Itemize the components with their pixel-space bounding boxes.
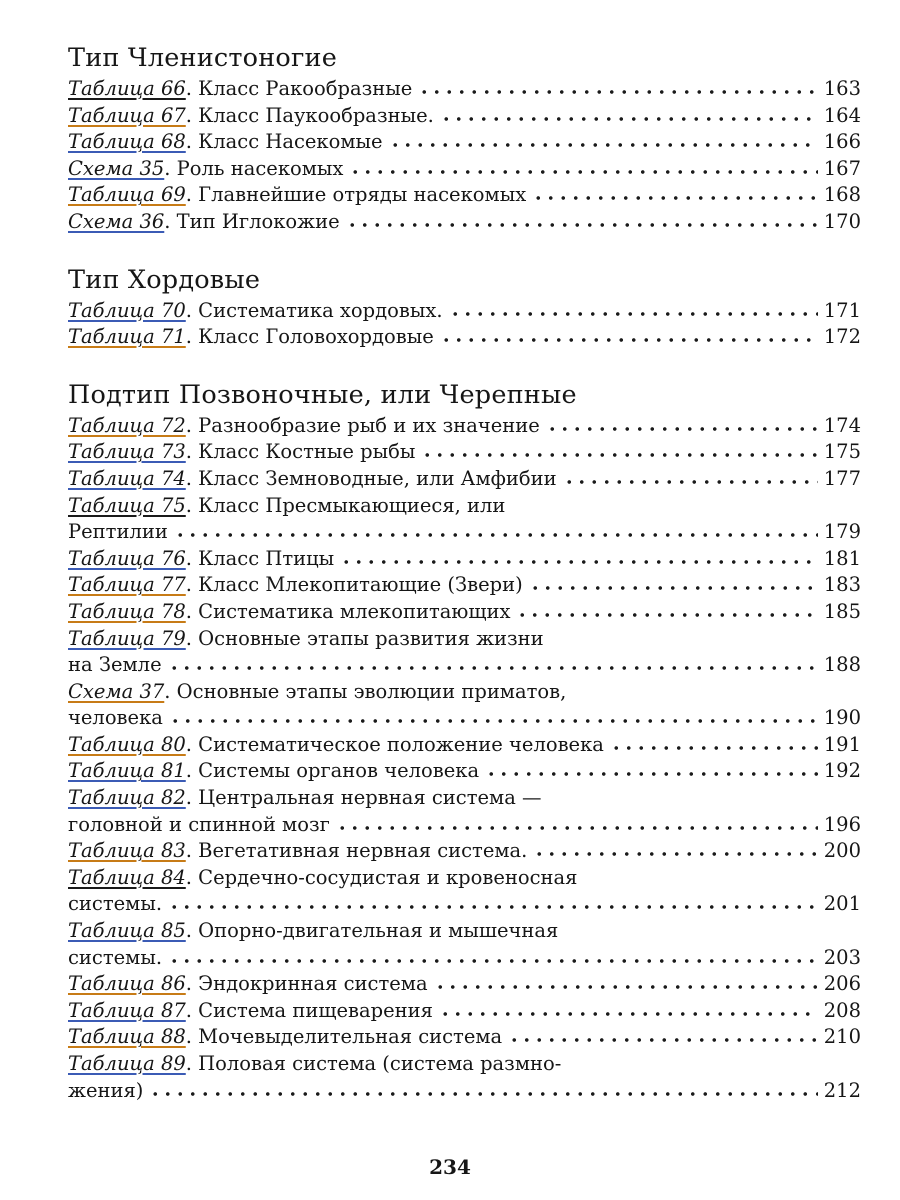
entry-page-number: 203	[823, 945, 861, 969]
toc-entry-line	[68, 76, 861, 103]
entry-separator: .	[185, 1052, 192, 1075]
toc-entry[interactable]	[68, 599, 861, 626]
toc-entry-line	[68, 413, 861, 440]
toc-entry-line	[68, 519, 861, 546]
entry-title: Класс Земноводные, или Амфибии	[198, 466, 557, 490]
entry-reference[interactable]: Таблица 69	[68, 183, 186, 207]
entry-title: Тип Иглокожие	[176, 209, 340, 233]
dot-leader	[546, 426, 818, 432]
dot-leader	[340, 559, 818, 565]
entry-title: Системы органов человека	[198, 759, 480, 783]
entry-page-number: 164	[823, 103, 861, 127]
entry-separator: .	[185, 919, 192, 943]
entry-page-number: 177	[823, 466, 861, 490]
entry-separator: .	[185, 599, 192, 623]
toc-entry[interactable]	[68, 1024, 861, 1051]
entry-separator: .	[185, 103, 192, 127]
entry-page-number: 172	[823, 325, 861, 349]
entry-separator: .	[185, 759, 192, 783]
toc-entry-line	[68, 129, 861, 156]
entry-reference[interactable]: Таблица 89	[68, 1052, 186, 1075]
toc-entry-line	[68, 546, 861, 573]
entry-page-number: 185	[823, 599, 861, 623]
entry-page-number: 212	[823, 1078, 861, 1102]
entry-separator: .	[185, 493, 192, 517]
dot-leader	[168, 958, 818, 964]
toc-entry[interactable]	[68, 732, 861, 759]
entry-title: Систематика млекопитающих	[198, 599, 511, 623]
toc-entry-line	[68, 918, 861, 945]
entry-separator: .	[185, 325, 192, 349]
dot-leader	[508, 1037, 818, 1043]
entry-title: Эндокринная система	[198, 972, 428, 996]
entry-reference[interactable]: Таблица 84	[68, 865, 186, 889]
toc-entry-line	[68, 103, 861, 130]
entry-title: Вегетативная нервная система.	[198, 839, 528, 863]
toc-entry-line	[68, 758, 861, 785]
dot-leader	[149, 1091, 817, 1097]
page-number: 234	[429, 1155, 471, 1179]
entry-page-number: 179	[823, 520, 861, 544]
toc-entry[interactable]	[68, 413, 861, 440]
entry-title: Центральная нервная система —	[198, 786, 542, 810]
toc-entry-line	[68, 812, 861, 839]
entry-page-number: 190	[823, 706, 861, 730]
entry-reference[interactable]: Схема 36	[68, 209, 165, 233]
toc-entry-line	[68, 324, 861, 351]
entry-separator: .	[185, 786, 192, 810]
entry-title: Систематика хордовых.	[198, 298, 443, 322]
entry-page-number: 167	[823, 156, 861, 180]
entry-title: Основные этапы эволюции приматов,	[176, 679, 567, 703]
toc-entry-line	[68, 705, 861, 732]
entry-page-number: 188	[823, 653, 861, 677]
entry-title-continuation: системы.	[68, 945, 163, 969]
toc-entry[interactable]	[68, 76, 861, 103]
entry-title-continuation: Рептилии	[68, 520, 168, 544]
dot-leader	[346, 222, 818, 228]
entry-reference[interactable]: Таблица 88	[68, 1025, 186, 1049]
entry-page-number: 175	[823, 440, 861, 464]
toc-entry[interactable]	[68, 493, 861, 546]
entry-separator: .	[185, 440, 192, 464]
entry-title: Опорно-двигательная и мышечная	[198, 919, 559, 943]
toc-entry[interactable]	[68, 156, 861, 183]
entry-reference[interactable]: Таблица 70	[68, 298, 186, 322]
dot-leader	[434, 984, 818, 990]
entry-separator: .	[185, 732, 192, 756]
entry-reference[interactable]: Таблица 83	[68, 839, 186, 863]
entry-title-continuation: головной и спинной мозг	[68, 812, 330, 836]
entry-title-continuation: на Земле	[68, 653, 162, 677]
entry-separator: .	[185, 839, 192, 863]
entry-separator: .	[185, 413, 192, 437]
entry-separator: .	[185, 130, 192, 154]
toc-entry[interactable]	[68, 918, 861, 971]
entry-separator: .	[185, 865, 192, 889]
entry-title: Класс Пресмыкающиеся, или	[198, 493, 506, 517]
toc-entry[interactable]	[68, 572, 861, 599]
entry-reference[interactable]: Таблица 77	[68, 573, 186, 597]
entry-title: Половая система (система размно-	[198, 1052, 562, 1075]
entry-separator: .	[185, 998, 192, 1022]
toc-section	[68, 377, 861, 1104]
entry-separator: .	[185, 626, 192, 650]
entry-separator: .	[185, 183, 192, 207]
entry-page-number: 171	[823, 298, 861, 322]
toc-entry-line	[68, 209, 861, 236]
entry-separator: .	[164, 209, 171, 233]
entry-title: Система пищеварения	[198, 998, 433, 1022]
entry-title: Класс Костные рыбы	[198, 440, 416, 464]
entry-reference[interactable]: Таблица 79	[68, 626, 186, 650]
dot-leader	[440, 337, 818, 343]
toc-entry[interactable]	[68, 971, 861, 998]
dot-leader	[516, 612, 817, 618]
entry-reference[interactable]: Таблица 81	[68, 759, 186, 783]
dot-leader	[168, 665, 818, 671]
entry-page-number: 170	[823, 209, 861, 233]
entry-reference[interactable]: Таблица 80	[68, 732, 186, 756]
toc-entry-line	[68, 156, 861, 183]
toc-entry-line	[68, 838, 861, 865]
toc-entry[interactable]	[68, 865, 861, 918]
entry-page-number: 174	[823, 413, 861, 437]
toc-section	[68, 40, 861, 236]
entry-title: Основные этапы развития жизни	[198, 626, 544, 650]
toc-entry[interactable]	[68, 298, 861, 325]
toc-entry[interactable]	[68, 998, 861, 1025]
section-title: Тип Членистоногие	[68, 43, 338, 73]
entry-title: Класс Млекопитающие (Звери)	[198, 573, 523, 597]
toc-entry-line	[68, 599, 861, 626]
toc-entry[interactable]	[68, 838, 861, 865]
entry-page-number: 168	[823, 183, 861, 207]
entry-reference[interactable]: Таблица 72	[68, 413, 186, 437]
entry-reference[interactable]: Таблица 82	[68, 786, 186, 810]
toc-entry[interactable]	[68, 209, 861, 236]
entry-title-continuation: человека	[68, 706, 163, 730]
toc-entry-line	[68, 652, 861, 679]
toc-entry-line	[68, 732, 861, 759]
section-title: Тип Хордовые	[68, 264, 261, 295]
toc-entry-line	[68, 865, 861, 892]
toc-entry-line	[68, 971, 861, 998]
entry-reference[interactable]: Таблица 75	[68, 493, 186, 517]
entry-reference[interactable]: Таблица 66	[68, 77, 186, 100]
entry-separator: .	[185, 298, 192, 322]
entry-page-number: 196	[823, 812, 861, 836]
entry-separator: .	[185, 1025, 192, 1049]
entry-separator: .	[185, 466, 192, 490]
entry-page-number: 181	[823, 546, 861, 570]
table-of-contents	[68, 40, 861, 1104]
entry-page-number: 210	[823, 1025, 861, 1049]
toc-entry-line	[68, 945, 861, 972]
toc-entry-line	[68, 626, 861, 653]
toc-entry-line	[68, 998, 861, 1025]
entry-title-continuation: жения)	[68, 1078, 144, 1102]
entry-separator: .	[185, 573, 192, 597]
entry-separator: .	[185, 546, 192, 570]
dot-leader	[485, 771, 818, 777]
dot-leader	[449, 311, 818, 317]
entry-reference[interactable]: Таблица 74	[68, 466, 186, 490]
entry-page-number: 166	[823, 130, 861, 154]
dot-leader	[418, 89, 817, 95]
entry-page-number: 192	[823, 759, 861, 783]
dot-leader	[389, 142, 818, 148]
entry-reference[interactable]: Таблица 87	[68, 998, 186, 1022]
entry-title: Класс Ракообразные	[198, 77, 413, 100]
entry-page-number: 208	[823, 998, 861, 1022]
dot-leader	[529, 585, 818, 591]
toc-entry-line	[68, 891, 861, 918]
toc-entry[interactable]	[68, 129, 861, 156]
entry-title: Класс Паукообразные.	[198, 103, 434, 127]
dot-leader	[336, 825, 818, 831]
entry-title: Систематическое положение человека	[198, 732, 604, 756]
dot-leader	[169, 718, 818, 724]
toc-entry-line	[68, 182, 861, 209]
toc-entry-line	[68, 1078, 861, 1105]
entry-title: Главнейшие отряды насекомых	[198, 183, 527, 207]
entry-reference[interactable]: Схема 37	[68, 679, 165, 703]
toc-entry[interactable]	[68, 758, 861, 785]
toc-entry-line	[68, 785, 861, 812]
dot-leader	[168, 904, 818, 910]
entry-reference[interactable]: Таблица 76	[68, 546, 186, 570]
toc-entry-line	[68, 572, 861, 599]
dot-leader	[532, 195, 818, 201]
dot-leader	[610, 745, 818, 751]
entry-reference[interactable]: Таблица 68	[68, 130, 186, 154]
entry-title: Роль насекомых	[176, 156, 344, 180]
entry-page-number: 191	[823, 732, 861, 756]
section-title: Подтип Позвоночные, или Черепные	[68, 379, 577, 410]
entry-reference[interactable]: Таблица 67	[68, 103, 186, 127]
entry-reference[interactable]: Таблица 73	[68, 440, 186, 464]
toc-entry[interactable]	[68, 182, 861, 209]
dot-leader	[440, 116, 818, 122]
entry-page-number: 206	[823, 972, 861, 996]
toc-entry[interactable]	[68, 466, 861, 493]
toc-entry-line	[68, 466, 861, 493]
dot-leader	[533, 851, 817, 857]
entry-page-number: 163	[823, 77, 861, 100]
entry-title: Класс Птицы	[198, 546, 335, 570]
toc-entry[interactable]	[68, 1051, 861, 1104]
entry-reference[interactable]: Таблица 86	[68, 972, 186, 996]
dot-leader	[174, 532, 818, 538]
entry-title-continuation: системы.	[68, 892, 163, 916]
toc-entry[interactable]	[68, 103, 861, 130]
entry-separator: .	[164, 156, 171, 180]
toc-entry[interactable]	[68, 626, 861, 679]
entry-reference[interactable]: Таблица 71	[68, 325, 186, 349]
toc-entry[interactable]	[68, 785, 861, 838]
entry-separator: .	[185, 77, 192, 100]
entry-title: Класс Головохордовые	[198, 325, 434, 349]
toc-entry-line	[68, 298, 861, 325]
entry-page-number: 183	[823, 573, 861, 597]
toc-entry[interactable]	[68, 679, 861, 732]
entry-page-number: 201	[823, 892, 861, 916]
toc-entry-line	[68, 1024, 861, 1051]
toc-entry-line	[68, 679, 861, 706]
dot-leader	[349, 169, 817, 175]
entry-reference[interactable]: Таблица 85	[68, 919, 186, 943]
toc-entry[interactable]	[68, 439, 861, 466]
entry-title: Разнообразие рыб и их значение	[198, 413, 540, 437]
dot-leader	[439, 1011, 818, 1017]
toc-entry-line	[68, 493, 861, 520]
entry-separator: .	[164, 679, 171, 703]
toc-section	[68, 262, 861, 351]
entry-title: Класс Насекомые	[198, 130, 383, 154]
toc-entry[interactable]	[68, 324, 861, 351]
entry-reference[interactable]: Схема 35	[68, 156, 165, 180]
toc-entry-line	[68, 1051, 861, 1078]
entry-separator: .	[185, 972, 192, 996]
entry-title: Мочевыделительная система	[198, 1025, 503, 1049]
toc-entry[interactable]	[68, 546, 861, 573]
entry-title: Сердечно-сосудистая и кровеносная	[198, 865, 578, 889]
dot-leader	[421, 452, 817, 458]
entry-page-number: 200	[823, 839, 861, 863]
dot-leader	[563, 479, 818, 485]
toc-entry-line	[68, 439, 861, 466]
entry-reference[interactable]: Таблица 78	[68, 599, 186, 623]
